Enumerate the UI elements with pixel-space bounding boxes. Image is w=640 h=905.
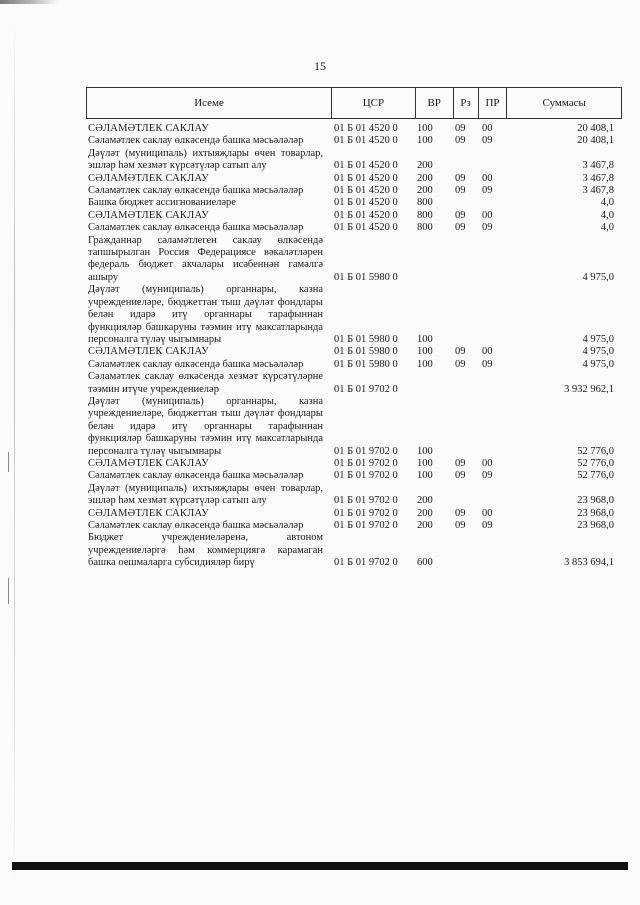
cell-csr: 01 Б 01 4520 0 xyxy=(334,209,398,221)
cell-name: СӘЛАМӘТЛЕК САКЛАУ xyxy=(88,172,209,184)
scan-artifact-top xyxy=(0,0,58,4)
cell-vr: 100 xyxy=(417,123,433,134)
cell-sum: 52 776,0 xyxy=(577,457,614,469)
table-row xyxy=(86,470,622,482)
cell-vr: 100 xyxy=(417,470,433,482)
cell-pr: 00 xyxy=(482,209,493,221)
cell-sum: 23 968,0 xyxy=(577,495,614,507)
table-row xyxy=(86,532,622,569)
scan-artifact-tick xyxy=(8,452,9,472)
cell-vr: 800 xyxy=(417,222,433,234)
cell-sum: 4,0 xyxy=(600,222,614,234)
header-name: Исеме xyxy=(194,97,224,109)
cell-name: Сәламәтлек саклау өлкәсендә башка мәсьәләләр xyxy=(88,135,304,147)
cell-pr: 00 xyxy=(482,346,493,358)
header-csr: ЦСР xyxy=(331,88,415,118)
cell-vr: 100 xyxy=(417,358,433,370)
cell-rz: 09 xyxy=(455,470,466,482)
table-row xyxy=(86,458,622,470)
table-row xyxy=(86,508,622,520)
table-row xyxy=(86,173,622,185)
cell-sum: 3 932 962,1 xyxy=(564,383,614,395)
cell-vr: 800 xyxy=(417,197,433,209)
cell-rz: 09 xyxy=(455,358,466,370)
cell-csr: 01 Б 01 4520 0 xyxy=(334,135,398,147)
cell-name: Дәүләт (муниципаль) ихтыяҗлары өчен товарлар, эшләр һәм хезмәт күрсәтүләр сатып алу xyxy=(88,482,323,507)
table-row xyxy=(86,396,622,458)
header-sum: Суммасы xyxy=(506,88,621,118)
cell-vr: 100 xyxy=(417,346,433,358)
scan-artifact-bottom-bar xyxy=(12,862,628,870)
cell-vr: 100 xyxy=(417,135,433,147)
cell-sum: 23 968,0 xyxy=(577,507,614,519)
cell-sum: 20 408,1 xyxy=(577,123,614,134)
cell-pr: 00 xyxy=(482,507,493,519)
cell-pr: 09 xyxy=(482,470,493,482)
cell-pr xyxy=(478,532,507,569)
cell-rz xyxy=(453,371,478,396)
cell-pr: 09 xyxy=(482,358,493,370)
cell-vr xyxy=(415,235,453,285)
cell-name: Сәламәтлек саклау өлкәсендә хезмәт күрсәтүләрне тәэмин итүче учреждениеләр xyxy=(88,371,323,395)
cell-pr: 00 xyxy=(482,172,493,184)
cell-csr: 01 Б 01 9702 0 xyxy=(334,445,398,457)
cell-name: СӘЛАМӘТЛЕК САКЛАУ xyxy=(88,457,209,469)
cell-rz xyxy=(453,483,478,508)
cell-name: Дәүләт (муниципаль) органнары, казна учреждениеләре, бюджеттан тыш дәүләт фондлары белән идарә итү органнары тарафыннан функцияләр башкаруны тәэмин итү максатларында персоналга түләү чыгымнары xyxy=(88,284,323,345)
cell-csr: 01 Б 01 5980 0 xyxy=(334,271,398,283)
cell-sum: 4 975,0 xyxy=(582,271,614,283)
cell-pr: 09 xyxy=(482,222,493,234)
cell-csr: 01 Б 01 4520 0 xyxy=(334,160,398,172)
cell-vr: 200 xyxy=(417,185,433,197)
table-row xyxy=(86,222,622,234)
cell-pr xyxy=(478,148,507,173)
cell-csr: 01 Б 01 9702 0 xyxy=(334,457,398,469)
cell-pr xyxy=(478,371,507,396)
cell-vr: 100 xyxy=(417,445,433,457)
cell-vr: 200 xyxy=(417,507,433,519)
cell-pr xyxy=(478,235,507,285)
cell-csr: 01 Б 01 9702 0 xyxy=(334,557,398,569)
cell-rz xyxy=(453,284,478,346)
cell-sum: 4 975,0 xyxy=(582,358,614,370)
cell-rz: 09 xyxy=(455,520,466,531)
cell-rz: 09 xyxy=(455,123,466,134)
table-body xyxy=(86,123,622,570)
cell-name: Сәламәтлек саклау өлкәсендә башка мәсьәләләр xyxy=(88,520,304,531)
cell-csr: 01 Б 01 5980 0 xyxy=(334,358,398,370)
cell-rz xyxy=(453,148,478,173)
table-header xyxy=(86,87,622,119)
cell-rz xyxy=(453,197,478,209)
table-row xyxy=(86,520,622,532)
cell-pr xyxy=(478,197,507,209)
cell-sum: 52 776,0 xyxy=(577,445,614,457)
cell-pr xyxy=(478,284,507,346)
budget-table xyxy=(86,87,622,570)
cell-csr: 01 Б 01 5980 0 xyxy=(334,333,398,345)
cell-sum: 3 467,8 xyxy=(582,185,614,197)
cell-rz: 09 xyxy=(455,209,466,221)
cell-name: Сәламәтлек саклау өлкәсендә башка мәсьәләләр xyxy=(88,470,304,482)
table-row xyxy=(86,123,622,135)
cell-name: Сәламәтлек саклау өлкәсендә башка мәсьәләләр xyxy=(88,358,304,370)
cell-name: СӘЛАМӘТЛЕК САКЛАУ xyxy=(88,209,209,221)
cell-rz xyxy=(453,532,478,569)
scan-artifact-left-edge xyxy=(14,20,15,888)
cell-name: Башка бюджет ассигнованиеләре xyxy=(88,197,236,209)
cell-csr: 01 Б 01 4520 0 xyxy=(334,172,398,184)
scan-artifact-tick xyxy=(8,578,9,604)
cell-pr: 09 xyxy=(482,135,493,147)
cell-sum: 3 853 694,1 xyxy=(564,557,614,569)
cell-vr xyxy=(415,371,453,396)
cell-name: Сәламәтлек саклау өлкәсендә башка мәсьәләләр xyxy=(88,222,304,234)
cell-vr: 100 xyxy=(417,457,433,469)
cell-name: СӘЛАМӘТЛЕК САКЛАУ xyxy=(88,346,209,358)
cell-csr: 01 Б 01 9702 0 xyxy=(334,507,398,519)
cell-name: СӘЛАМӘТЛЕК САКЛАУ xyxy=(88,123,209,134)
table-row xyxy=(86,483,622,508)
cell-csr: 01 Б 01 4520 0 xyxy=(334,123,398,134)
cell-pr: 09 xyxy=(482,520,493,531)
cell-vr: 200 xyxy=(417,160,433,172)
cell-rz xyxy=(453,396,478,458)
page-number: 15 xyxy=(314,59,326,73)
header-pr: ПР xyxy=(478,88,507,118)
cell-pr xyxy=(478,396,507,458)
cell-rz: 09 xyxy=(455,457,466,469)
table-row xyxy=(86,148,622,173)
cell-name: Гражданнар сәламәтлеген саклау өлкәсендә тапшырылган Россия Федерациясе вәкаләтләрен федераль бюджет акчалары исәбеннән гамәлгә ашыру xyxy=(88,234,323,283)
table-row xyxy=(86,371,622,396)
table-row xyxy=(86,197,622,209)
cell-vr: 200 xyxy=(417,172,433,184)
cell-pr xyxy=(478,483,507,508)
cell-vr: 200 xyxy=(417,495,433,507)
cell-rz xyxy=(453,235,478,285)
cell-csr: 01 Б 01 4520 0 xyxy=(334,197,398,209)
cell-csr: 01 Б 01 9702 0 xyxy=(334,520,398,531)
cell-sum: 4,0 xyxy=(600,209,614,221)
cell-vr: 200 xyxy=(417,520,433,531)
cell-rz: 09 xyxy=(455,507,466,519)
cell-sum: 4,0 xyxy=(600,197,614,209)
cell-csr: 01 Б 01 4520 0 xyxy=(334,222,398,234)
table-row xyxy=(86,185,622,197)
cell-csr: 01 Б 01 9702 0 xyxy=(334,470,398,482)
cell-name: Бюджет учреждениеләренә, автоном учреждениеләргә һәм коммерциягә карамаган башка оешмаларга субсидияләр бирү xyxy=(88,532,323,569)
cell-name: Дәүләт (муниципаль) органнары, казна учреждениеләре, бюджеттан тыш дәүләт фондлары белән идарә итү органнары тарафыннан функцияләр башкаруны тәэмин итү максатларында персоналга түләү чыгымнары xyxy=(88,395,323,457)
cell-vr: 600 xyxy=(417,557,433,569)
cell-rz: 09 xyxy=(455,135,466,147)
cell-pr: 00 xyxy=(482,457,493,469)
cell-csr: 01 Б 01 9702 0 xyxy=(334,495,398,507)
table-row xyxy=(86,284,622,346)
cell-sum: 23 968,0 xyxy=(577,520,614,531)
cell-pr: 00 xyxy=(482,123,493,134)
table-row xyxy=(86,359,622,371)
cell-sum: 52 776,0 xyxy=(577,470,614,482)
table-row xyxy=(86,135,622,147)
cell-vr: 800 xyxy=(417,209,433,221)
cell-sum: 20 408,1 xyxy=(577,135,614,147)
cell-sum: 4 975,0 xyxy=(582,346,614,358)
cell-rz: 09 xyxy=(455,172,466,184)
cell-name: Сәламәтлек саклау өлкәсендә башка мәсьәләләр xyxy=(88,185,304,197)
cell-pr: 09 xyxy=(482,185,493,197)
cell-sum: 4 975,0 xyxy=(582,333,614,345)
cell-vr: 100 xyxy=(417,333,433,345)
cell-name: СӘЛАМӘТЛЕК САКЛАУ xyxy=(88,507,209,519)
cell-rz: 09 xyxy=(455,185,466,197)
header-vr: ВР xyxy=(415,88,453,118)
cell-csr: 01 Б 01 9702 0 xyxy=(334,383,398,395)
cell-rz: 09 xyxy=(455,222,466,234)
cell-sum: 3 467,8 xyxy=(582,172,614,184)
table-row xyxy=(86,346,622,358)
cell-sum: 3 467,8 xyxy=(582,160,614,172)
table-row xyxy=(86,210,622,222)
table-row xyxy=(86,235,622,285)
cell-name: Дәүләт (муниципаль) ихтыяҗлары өчен товарлар, эшләр һәм хезмәт күрсәтүләр сатып алу xyxy=(88,147,323,172)
header-rz: Рз xyxy=(453,88,478,118)
cell-csr: 01 Б 01 5980 0 xyxy=(334,346,398,358)
cell-rz: 09 xyxy=(455,346,466,358)
cell-csr: 01 Б 01 4520 0 xyxy=(334,185,398,197)
